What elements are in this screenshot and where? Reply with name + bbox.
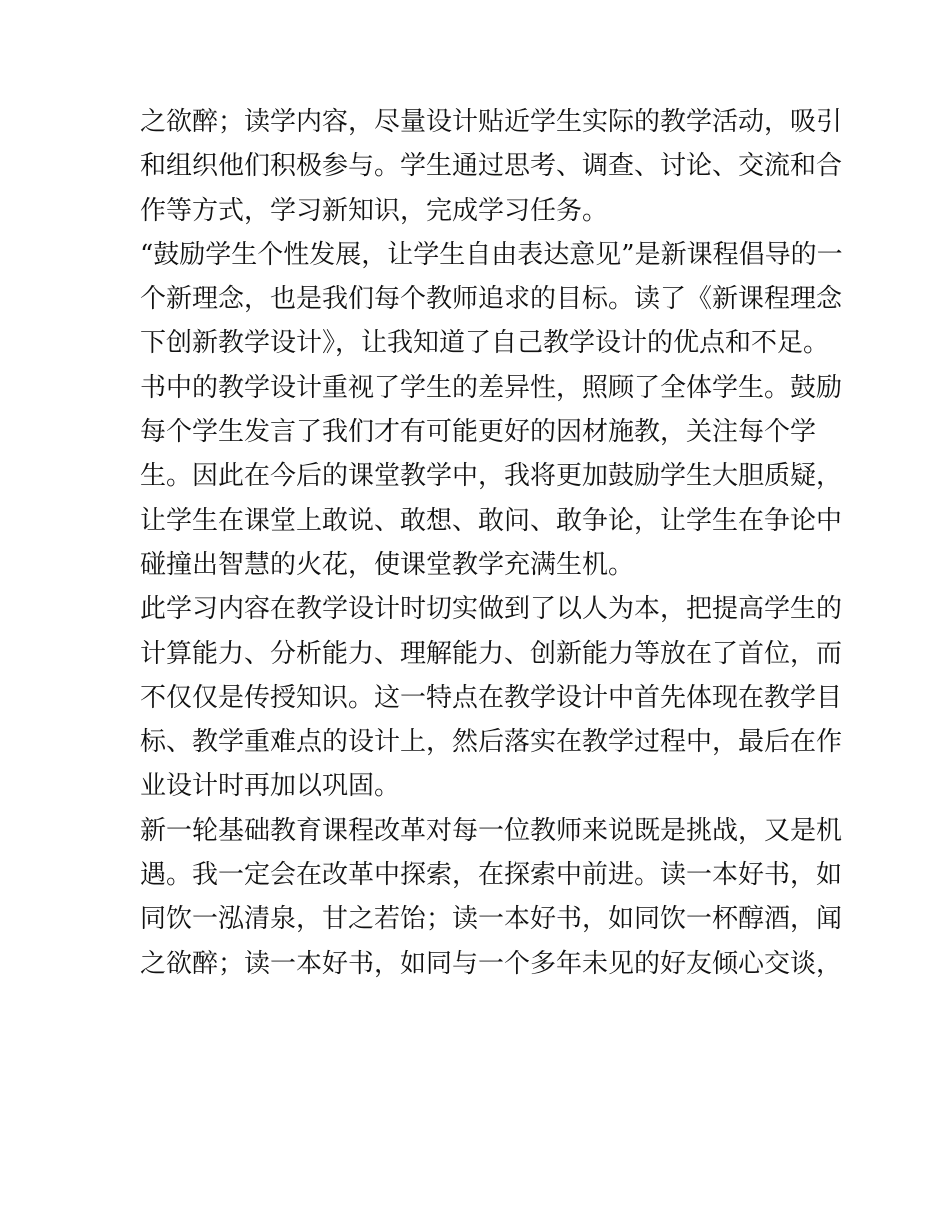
text-line: 作等方式，学习新知识，完成学习任务。	[140, 195, 609, 226]
text-line: 标、教学重难点的设计上，然后落实在教学过程中，最后在作	[140, 727, 843, 758]
text-line: 生。因此在今后的课堂教学中，我将更加鼓励学生大胆质疑，	[140, 461, 843, 492]
text-line: 之欲醉；读学内容，尽量设计贴近学生实际的教学活动，吸引	[140, 107, 843, 137]
text-line: 书中的教学设计重视了学生的差异性，照顾了全体学生。鼓励	[140, 372, 843, 403]
text-line: 之欲醉；读一本好书，如同与一个多年未见的好友倾心交谈，	[140, 948, 843, 979]
text-line: 业设计时再加以巩固。	[140, 771, 401, 802]
text-line: 新一轮基础教育课程改革对每一位教师来说既是挑战，又是机	[140, 815, 843, 846]
text-line: 此学习内容在教学设计时切实做到了以人为本，把提高学生的	[140, 594, 843, 625]
text-line: 碰撞出智慧的火花，使课堂教学充满生机。	[140, 549, 635, 580]
text-line: 不仅仅是传授知识。这一特点在教学设计中首先体现在教学目	[140, 682, 843, 713]
document-body	[140, 100, 843, 986]
text-line: 个新理念，也是我们每个教师追求的目标。读了《新课程理念	[140, 284, 843, 315]
text-line: 遇。我一定会在改革中探索，在探索中前进。读一本好书，如	[140, 860, 843, 891]
text-line: 计算能力、分析能力、理解能力、创新能力等放在了首位，而	[140, 638, 843, 669]
text-line: 和组织他们积极参与。学生通过思考、调查、讨论、交流和合	[140, 151, 843, 182]
text-line: 让学生在课堂上敢说、敢想、敢问、敢争论，让学生在争论中	[140, 505, 843, 536]
text-line: 同饮一泓清泉，甘之若饴；读一本好书，如同饮一杯醇酒，闻	[140, 904, 843, 935]
text-line: “鼓励学生个性发展，让学生自由表达意见”是新课程倡导的一	[140, 239, 843, 270]
text-line: 下创新教学设计》，让我知道了自己教学设计的优点和不足。	[140, 328, 830, 359]
text-line: 每个学生发言了我们才有可能更好的因材施教，关注每个学	[140, 417, 817, 448]
